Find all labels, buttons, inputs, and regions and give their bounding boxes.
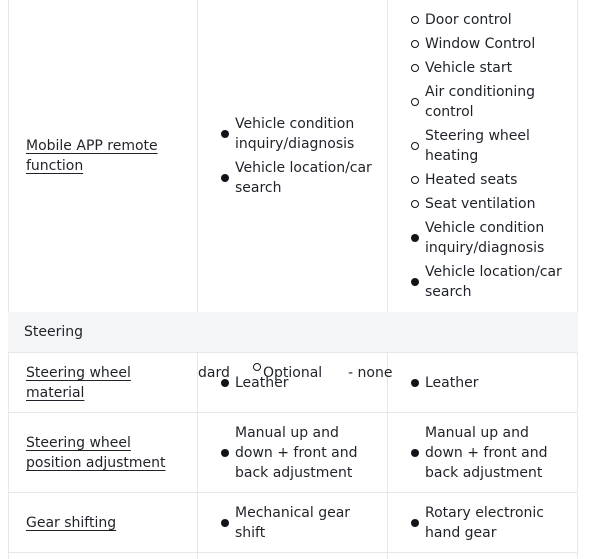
filled-dot-icon bbox=[221, 174, 229, 182]
config-cell bbox=[387, 353, 578, 412]
feature-cell bbox=[8, 493, 197, 552]
option-item bbox=[388, 503, 577, 543]
option-list bbox=[388, 503, 577, 543]
filled-dot-icon bbox=[221, 449, 229, 457]
feature-cell bbox=[8, 413, 197, 492]
option-text: Vehicle start bbox=[425, 60, 513, 76]
legend-standard-label: dard bbox=[198, 365, 230, 381]
filled-dot-icon bbox=[411, 234, 419, 242]
option-item bbox=[388, 58, 577, 78]
option-list bbox=[198, 114, 387, 198]
option-item bbox=[388, 262, 577, 302]
option-item bbox=[388, 10, 577, 30]
hollow-dot-icon bbox=[411, 200, 419, 208]
option-item bbox=[198, 503, 387, 543]
option-item bbox=[198, 158, 387, 198]
section-title: Steering bbox=[24, 324, 84, 340]
option-item bbox=[388, 34, 577, 54]
legend-none-label: - none bbox=[348, 365, 393, 381]
option-text: Vehicle condition inquiry/diagnosis bbox=[235, 116, 355, 152]
config-cell bbox=[387, 413, 578, 492]
option-item bbox=[388, 194, 577, 214]
hollow-dot-icon bbox=[411, 98, 419, 106]
config-cell bbox=[387, 0, 578, 312]
option-list bbox=[388, 373, 577, 393]
option-item bbox=[198, 423, 387, 483]
feature-cell bbox=[8, 0, 197, 312]
option-text: Manual up and down + front and back adjustment bbox=[425, 424, 548, 481]
filled-dot-icon bbox=[411, 379, 419, 387]
hollow-dot-icon bbox=[411, 176, 419, 184]
legend bbox=[190, 363, 400, 383]
option-item bbox=[388, 218, 577, 258]
filled-dot-icon bbox=[411, 519, 419, 527]
config-cell bbox=[387, 493, 578, 552]
option-text: Door control bbox=[425, 12, 512, 28]
feature-link-steering-wheel-position-adjustment[interactable]: Steering wheel position adjustment bbox=[26, 434, 166, 471]
config-cell bbox=[197, 493, 387, 552]
option-text: Manual up and down + front and back adjustment bbox=[235, 424, 358, 481]
option-item bbox=[388, 170, 577, 190]
filled-dot-icon bbox=[411, 278, 419, 286]
option-text: Air conditioning control bbox=[425, 84, 536, 120]
option-text: Vehicle condition inquiry/diagnosis bbox=[425, 220, 545, 256]
option-text: Heated seats bbox=[425, 172, 518, 188]
option-list bbox=[198, 503, 387, 543]
option-text: Leather bbox=[425, 374, 479, 391]
hollow-dot-icon bbox=[411, 40, 419, 48]
option-text: Vehicle location/car search bbox=[235, 160, 372, 196]
option-item bbox=[388, 423, 577, 483]
filled-dot-icon bbox=[221, 519, 229, 527]
legend-optional-label: Optional bbox=[263, 365, 323, 381]
filled-dot-icon bbox=[411, 449, 419, 457]
option-text: Leather bbox=[235, 374, 289, 391]
hollow-dot-icon bbox=[411, 16, 419, 24]
option-text: Vehicle location/car search bbox=[425, 264, 562, 300]
table-row bbox=[8, 413, 578, 492]
feature-link-steering-wheel-material[interactable]: Steering wheel material bbox=[26, 364, 131, 401]
option-list bbox=[388, 10, 577, 302]
config-cell bbox=[197, 0, 387, 312]
option-text: Mechanical gear shift bbox=[235, 504, 351, 541]
feature-link-gear-shifting[interactable]: Gear shifting bbox=[26, 514, 117, 531]
option-text: Rotary electronic hand gear bbox=[425, 504, 544, 541]
table-row bbox=[8, 0, 578, 312]
option-list bbox=[388, 423, 577, 483]
table-row bbox=[8, 553, 578, 559]
option-item bbox=[198, 114, 387, 154]
option-list bbox=[198, 423, 387, 483]
option-text: Steering wheel heating bbox=[425, 128, 530, 164]
hollow-dot-icon bbox=[253, 363, 261, 371]
option-text: Seat ventilation bbox=[425, 196, 536, 212]
filled-dot-icon bbox=[221, 130, 229, 138]
option-item bbox=[388, 373, 577, 393]
section-header-steering bbox=[8, 312, 578, 352]
config-cell bbox=[197, 413, 387, 492]
table-row bbox=[8, 493, 578, 552]
option-text: Window Control bbox=[425, 36, 536, 52]
hollow-dot-icon bbox=[411, 142, 419, 150]
option-item bbox=[388, 82, 577, 122]
feature-link-mobile-app[interactable]: Mobile APP remote function bbox=[26, 138, 158, 174]
option-item bbox=[388, 126, 577, 166]
feature-cell bbox=[8, 353, 197, 412]
hollow-dot-icon bbox=[411, 64, 419, 72]
